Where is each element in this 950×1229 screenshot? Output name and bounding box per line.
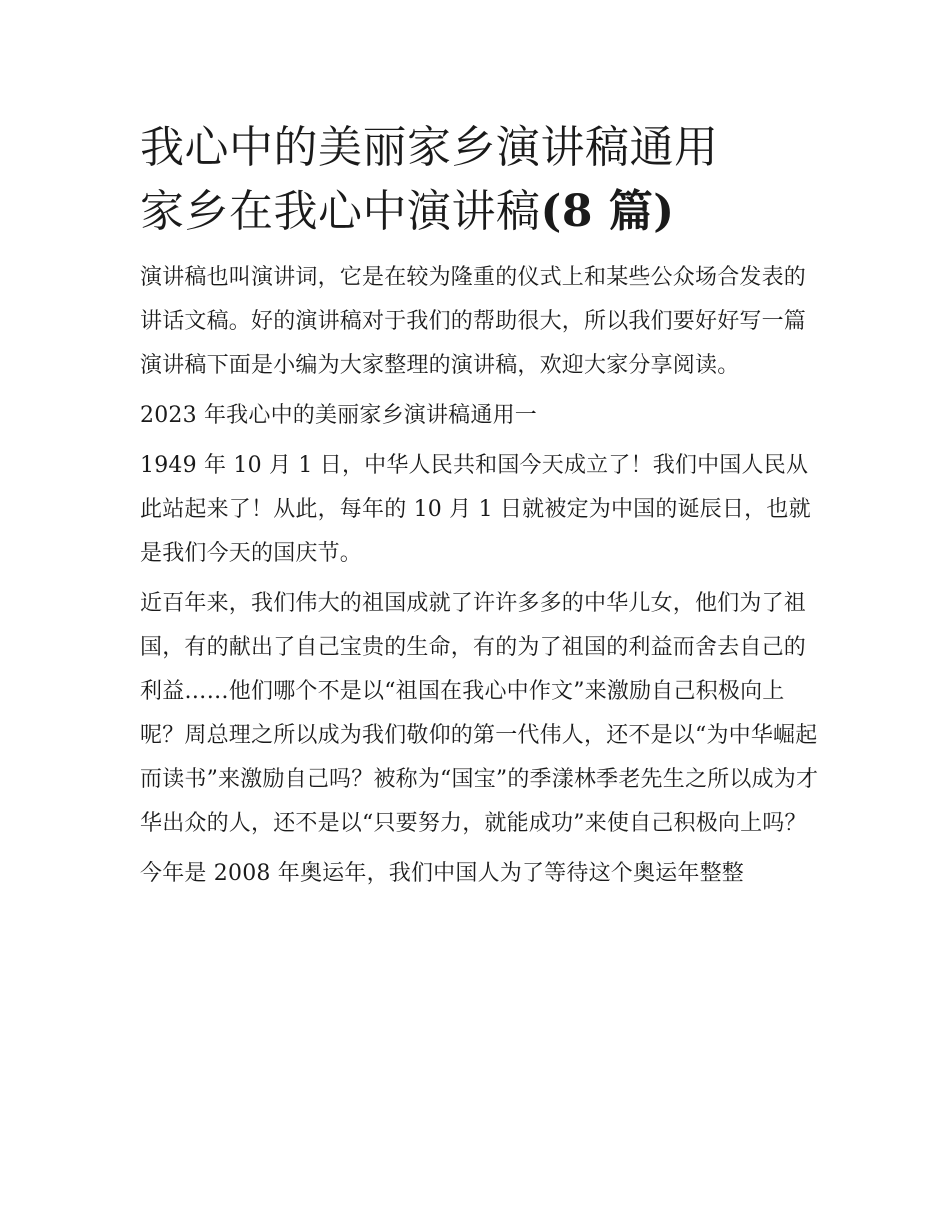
body-paragraph: 1949 年 10 月 1 日，中华人民共和国今天成立了！我们中国人民从此站起来了！从此，每年的 10 月 1 日就被定为中国的诞辰日，也就是我们今天的国庆节。 xyxy=(140,453,811,566)
document-content xyxy=(140,116,820,902)
title-line-2: 家乡在我心中演讲稿 xyxy=(140,186,541,237)
document-title xyxy=(140,116,820,244)
body-paragraph: 近百年来，我们伟大的祖国成就了许许多多的中华儿女，他们为了祖国，有的献出了自己宝贵的生命，有的为了祖国的利益而舍去自己的利益……他们哪个不是以“祖国在我心中作文”来激励自己积极向上呢？周总理之所以成为我们敬仰的第一代伟人，还不是以“为中华崛起而读书”来激励自己吗？被称为“国宝”的季漾林季老先生之所以成为才华出众的人，还不是以“只要努力，就能成功”来使自己积极向上吗？ xyxy=(140,591,819,836)
title-line-1: 我心中的美丽家乡演讲稿通用 xyxy=(140,122,719,173)
section-heading: 2023 年我心中的美丽家乡演讲稿通用一 xyxy=(140,403,537,428)
title-count: (8 篇) xyxy=(540,186,675,237)
body-paragraph: 今年是 2008 年奥运年，我们中国人为了等待这个奥运年整整 xyxy=(140,861,744,886)
intro-paragraph: 演讲稿也叫演讲词，它是在较为隆重的仪式上和某些公众场合发表的讲话文稿。好的演讲稿对于我们的帮助很大，所以我们要好好写一篇演讲稿下面是小编为大家整理的演讲稿，欢迎大家分享阅读。 xyxy=(140,265,807,378)
